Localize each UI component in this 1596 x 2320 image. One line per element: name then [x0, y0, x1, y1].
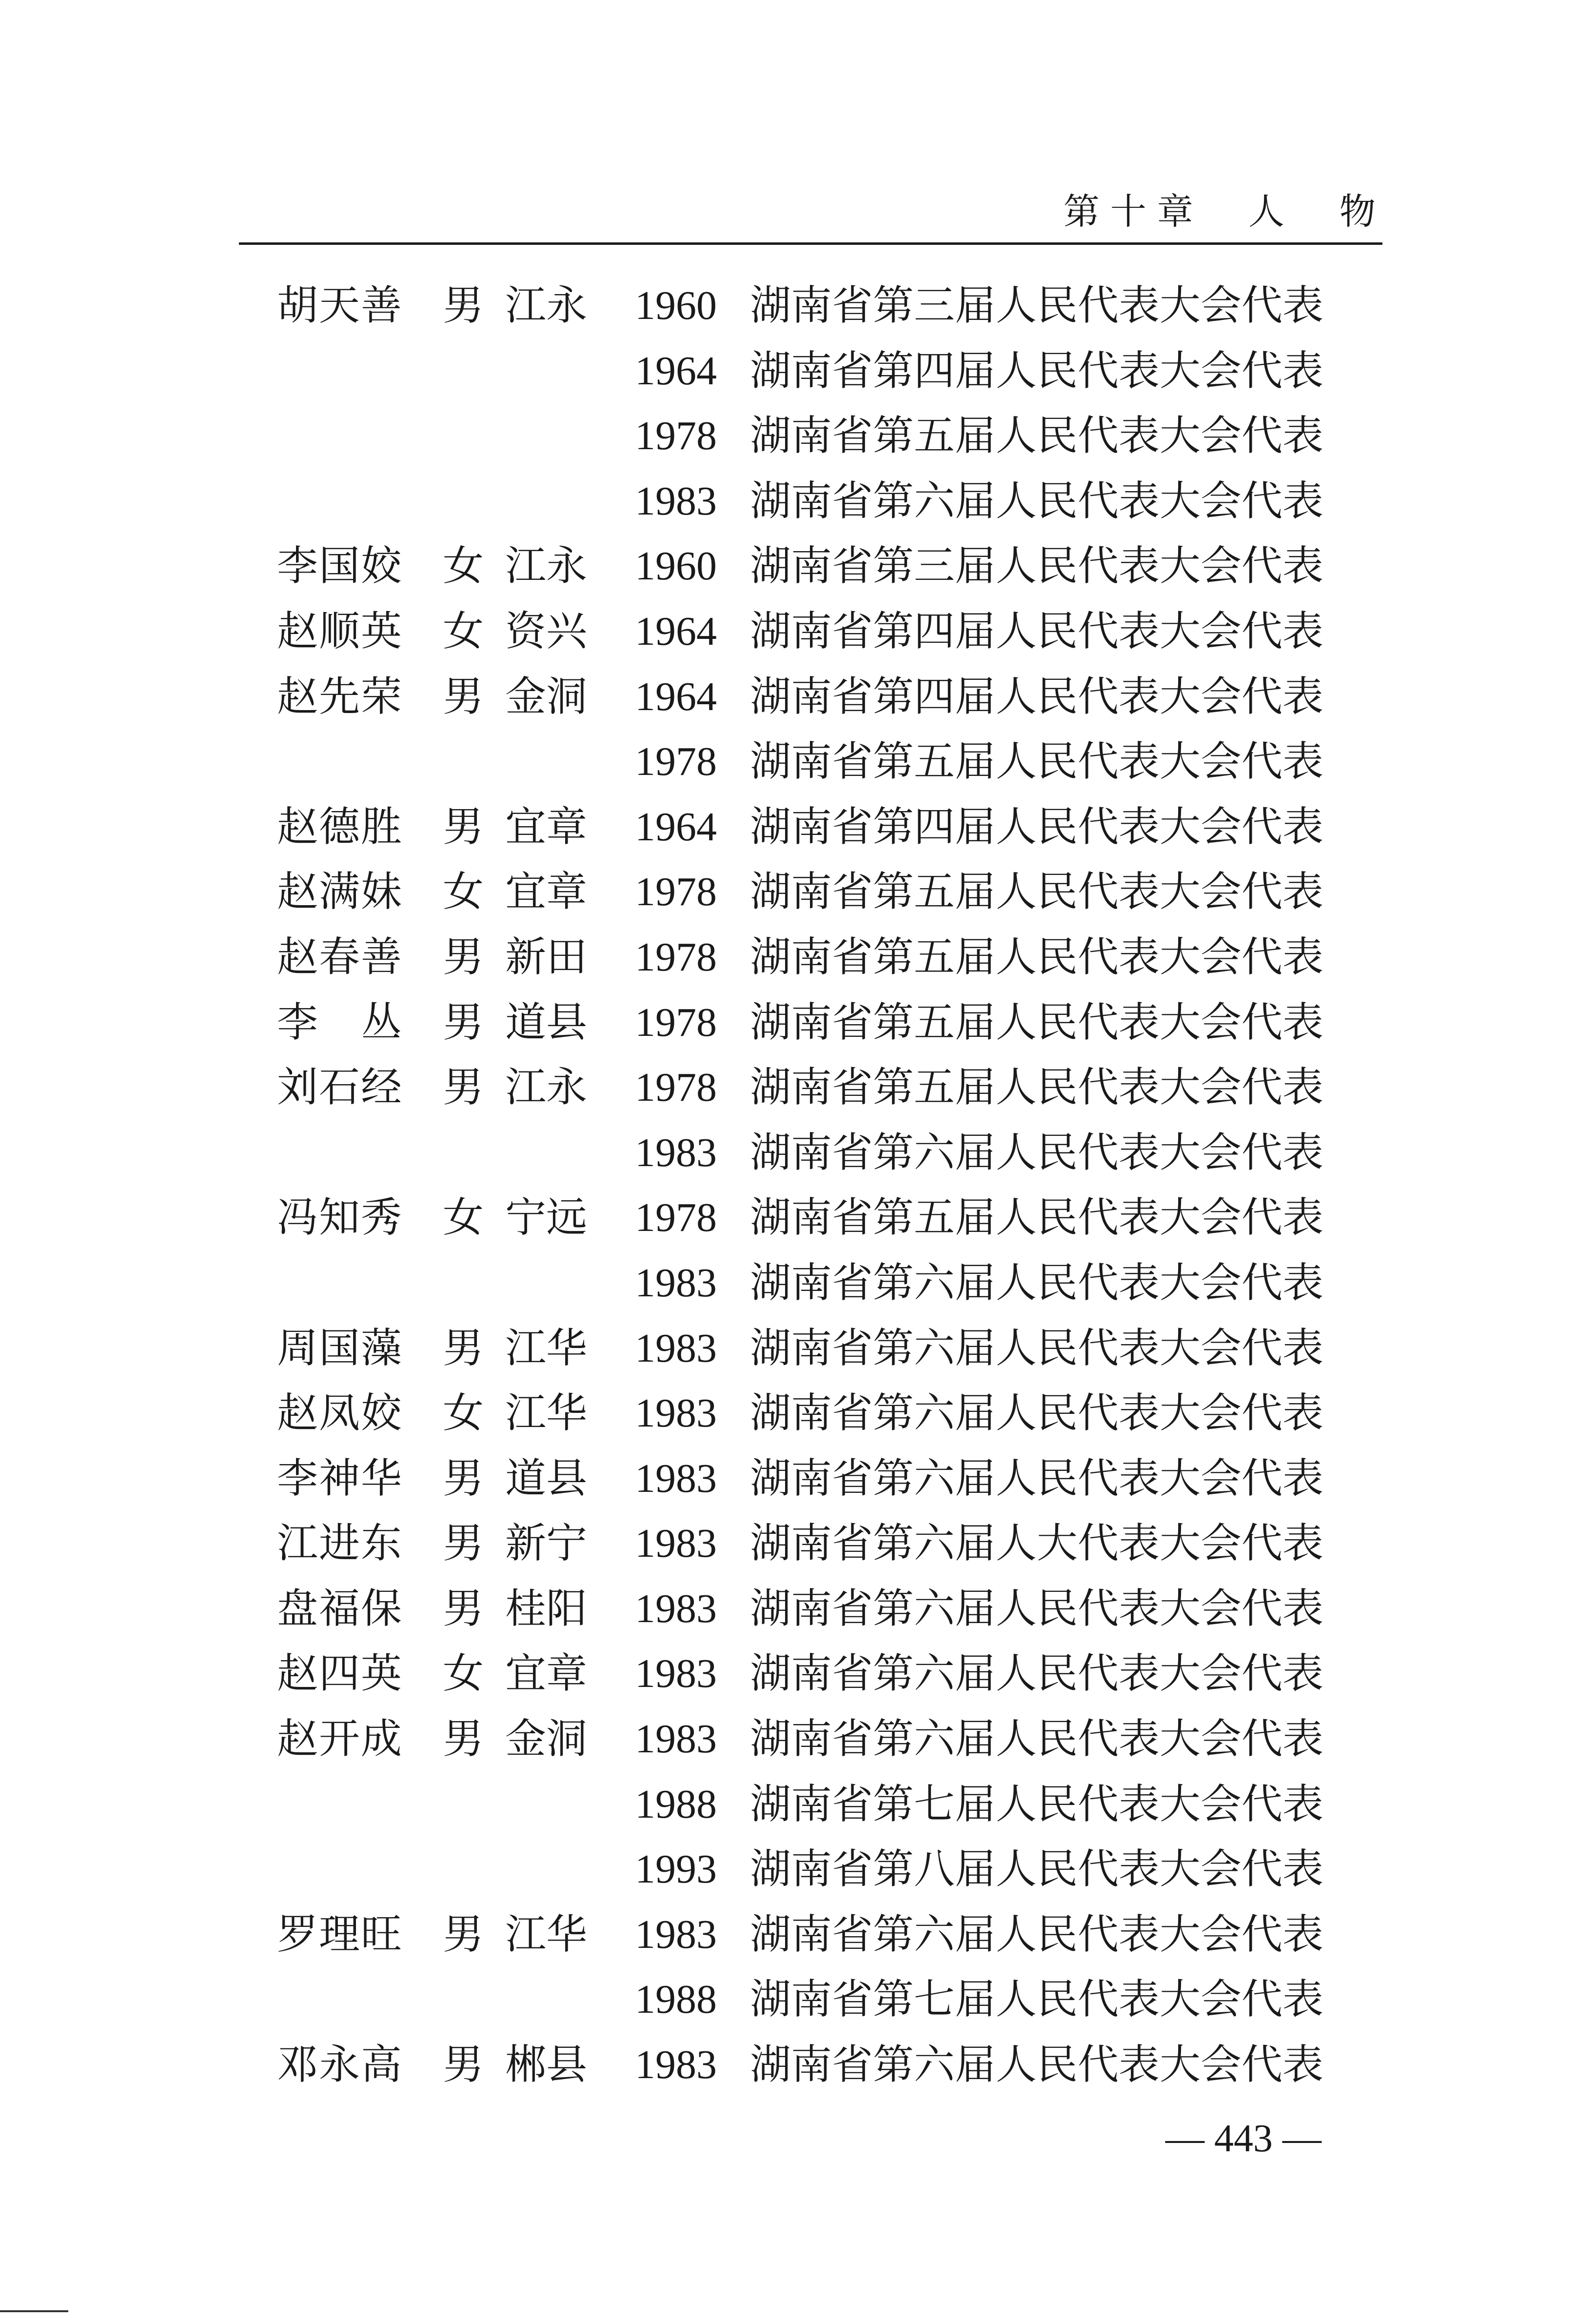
person-gender: 男: [443, 1910, 484, 1958]
table-row: [0, 1772, 1596, 1837]
person-name: 赵开成: [277, 1715, 403, 1763]
table-row: [0, 1511, 1596, 1576]
person-place: 江永: [505, 1063, 588, 1111]
term-year: 1978: [635, 739, 717, 785]
person-gender: 男: [443, 1454, 484, 1502]
person-name: 刘石经: [277, 1063, 403, 1111]
person-name: 赵四英: [277, 1649, 403, 1698]
table-row: [0, 469, 1596, 534]
term-year: 1964: [635, 348, 717, 394]
table-row: [0, 1706, 1596, 1772]
term-year: 1983: [635, 478, 717, 524]
term-year: 1964: [635, 608, 717, 654]
table-row: [0, 2032, 1596, 2098]
table-row: [0, 925, 1596, 990]
person-place: 宁远: [505, 1193, 588, 1242]
representatives-table: [0, 273, 1596, 2098]
person-place: 江华: [505, 1910, 588, 1958]
person-name: 赵凤姣: [277, 1389, 403, 1437]
person-gender: 男: [443, 1519, 484, 1567]
term-title: 湖南省第七届人民代表大会代表: [750, 1780, 1324, 1828]
person-place: 道县: [505, 1454, 588, 1502]
term-year: 1988: [635, 1977, 717, 2023]
term-year: 1983: [635, 1521, 717, 1566]
page-number: — 443 —: [1165, 2117, 1321, 2160]
person-gender: 男: [443, 1715, 484, 1763]
term-title: 湖南省第四届人民代表大会代表: [750, 802, 1324, 851]
person-name: 赵先荣: [277, 672, 403, 720]
table-row: [0, 1902, 1596, 1967]
term-year: 1964: [635, 804, 717, 850]
term-year: 1978: [635, 869, 717, 915]
person-name: 江进东: [277, 1519, 403, 1567]
term-title: 湖南省第六届人民代表大会代表: [750, 1454, 1324, 1502]
person-place: 宜章: [505, 868, 588, 916]
term-year: 1983: [635, 1911, 717, 1957]
term-title: 湖南省第六届人民代表大会代表: [750, 1715, 1324, 1763]
person-place: 江华: [505, 1324, 588, 1372]
person-name: 赵顺英: [277, 607, 403, 655]
person-place: 道县: [505, 998, 588, 1046]
term-year: 1964: [635, 674, 717, 719]
term-title: 湖南省第七届人民代表大会代表: [750, 1975, 1324, 2023]
term-year: 1983: [635, 1325, 717, 1371]
table-row: [0, 1055, 1596, 1120]
term-title: 湖南省第六届人大代表大会代表: [750, 1519, 1324, 1567]
term-title: 湖南省第五届人民代表大会代表: [750, 737, 1324, 786]
person-name: 赵春善: [277, 932, 403, 981]
person-name: 邓永高: [277, 2041, 403, 2089]
person-gender: 女: [443, 1389, 484, 1437]
person-gender: 女: [443, 607, 484, 655]
term-title: 湖南省第六届人民代表大会代表: [750, 2041, 1324, 2089]
person-name: 李神华: [277, 1454, 403, 1502]
term-title: 湖南省第六届人民代表大会代表: [750, 1910, 1324, 1958]
term-year: 1978: [635, 1065, 717, 1110]
table-row: [0, 1250, 1596, 1316]
person-gender: 男: [443, 932, 484, 981]
person-name: 罗理旺: [277, 1910, 403, 1958]
table-row: [0, 338, 1596, 404]
chapter-title: 第十章 人 物: [1063, 191, 1386, 233]
header-rule: [239, 242, 1382, 245]
table-row: [0, 794, 1596, 860]
table-row: [0, 1120, 1596, 1186]
person-place: 江华: [505, 1389, 588, 1437]
term-title: 湖南省第五届人民代表大会代表: [750, 932, 1324, 981]
table-row: [0, 1316, 1596, 1381]
table-row: [0, 599, 1596, 664]
person-name: 李 丛: [277, 998, 403, 1046]
term-title: 湖南省第五届人民代表大会代表: [750, 412, 1324, 460]
person-name: 赵德胜: [277, 802, 403, 851]
person-place: 郴县: [505, 2041, 588, 2089]
person-gender: 男: [443, 1063, 484, 1111]
person-gender: 男: [443, 2041, 484, 2089]
term-title: 湖南省第五届人民代表大会代表: [750, 1063, 1324, 1111]
term-title: 湖南省第六届人民代表大会代表: [750, 1389, 1324, 1437]
table-row: [0, 1381, 1596, 1446]
table-row: [0, 859, 1596, 925]
term-title: 湖南省第五届人民代表大会代表: [750, 868, 1324, 916]
person-gender: 女: [443, 868, 484, 916]
person-gender: 男: [443, 1584, 484, 1632]
term-title: 湖南省第四届人民代表大会代表: [750, 672, 1324, 720]
term-year: 1983: [635, 1390, 717, 1436]
term-year: 1978: [635, 999, 717, 1045]
table-row: [0, 729, 1596, 794]
person-place: 新宁: [505, 1519, 588, 1567]
person-gender: 女: [443, 542, 484, 590]
person-place: 金洞: [505, 672, 588, 720]
term-year: 1993: [635, 1846, 717, 1892]
table-row: [0, 1576, 1596, 1642]
term-title: 湖南省第六届人民代表大会代表: [750, 476, 1324, 525]
person-gender: 男: [443, 998, 484, 1046]
term-year: 1983: [635, 1455, 717, 1501]
person-place: 江永: [505, 542, 588, 590]
person-place: 宜章: [505, 1649, 588, 1698]
table-row: [0, 273, 1596, 338]
person-gender: 女: [443, 1193, 484, 1242]
person-name: 周国藻: [277, 1324, 403, 1372]
term-year: 1983: [635, 1716, 717, 1762]
table-row: [0, 1185, 1596, 1250]
person-gender: 男: [443, 802, 484, 851]
term-year: 1983: [635, 1586, 717, 1631]
person-name: 赵满妹: [277, 868, 403, 916]
term-title: 湖南省第六届人民代表大会代表: [750, 1584, 1324, 1632]
person-name: 盘福保: [277, 1584, 403, 1632]
table-row: [0, 1967, 1596, 2032]
term-year: 1960: [635, 543, 717, 589]
term-year: 1988: [635, 1781, 717, 1827]
person-name: 胡天善: [277, 281, 403, 329]
term-year: 1978: [635, 1195, 717, 1241]
table-row: [0, 990, 1596, 1055]
term-year: 1983: [635, 1130, 717, 1175]
term-title: 湖南省第三届人民代表大会代表: [750, 542, 1324, 590]
term-title: 湖南省第四届人民代表大会代表: [750, 346, 1324, 395]
table-row: [0, 534, 1596, 599]
term-title: 湖南省第六届人民代表大会代表: [750, 1324, 1324, 1372]
term-year: 1983: [635, 1651, 717, 1697]
table-row: [0, 1837, 1596, 1902]
term-title: 湖南省第六届人民代表大会代表: [750, 1258, 1324, 1307]
person-name: 冯知秀: [277, 1193, 403, 1242]
person-place: 金洞: [505, 1715, 588, 1763]
table-row: [0, 1446, 1596, 1511]
term-year: 1978: [635, 934, 717, 980]
person-place: 资兴: [505, 607, 588, 655]
person-gender: 女: [443, 1649, 484, 1698]
person-gender: 男: [443, 281, 484, 329]
term-title: 湖南省第五届人民代表大会代表: [750, 1193, 1324, 1242]
term-year: 1960: [635, 283, 717, 328]
term-title: 湖南省第六届人民代表大会代表: [750, 1128, 1324, 1176]
corner-mark: [0, 2310, 68, 2312]
table-row: [0, 1641, 1596, 1706]
person-name: 李国姣: [277, 542, 403, 590]
term-title: 湖南省第四届人民代表大会代表: [750, 607, 1324, 655]
person-gender: 男: [443, 672, 484, 720]
term-title: 湖南省第五届人民代表大会代表: [750, 998, 1324, 1046]
term-year: 1983: [635, 2042, 717, 2088]
person-gender: 男: [443, 1324, 484, 1372]
term-year: 1978: [635, 413, 717, 459]
table-row: [0, 403, 1596, 469]
term-title: 湖南省第三届人民代表大会代表: [750, 281, 1324, 329]
term-title: 湖南省第八届人民代表大会代表: [750, 1845, 1324, 1893]
person-place: 桂阳: [505, 1584, 588, 1632]
table-row: [0, 664, 1596, 730]
person-place: 江永: [505, 281, 588, 329]
person-place: 宜章: [505, 802, 588, 851]
person-place: 新田: [505, 932, 588, 981]
term-year: 1983: [635, 1260, 717, 1306]
term-title: 湖南省第六届人民代表大会代表: [750, 1649, 1324, 1698]
